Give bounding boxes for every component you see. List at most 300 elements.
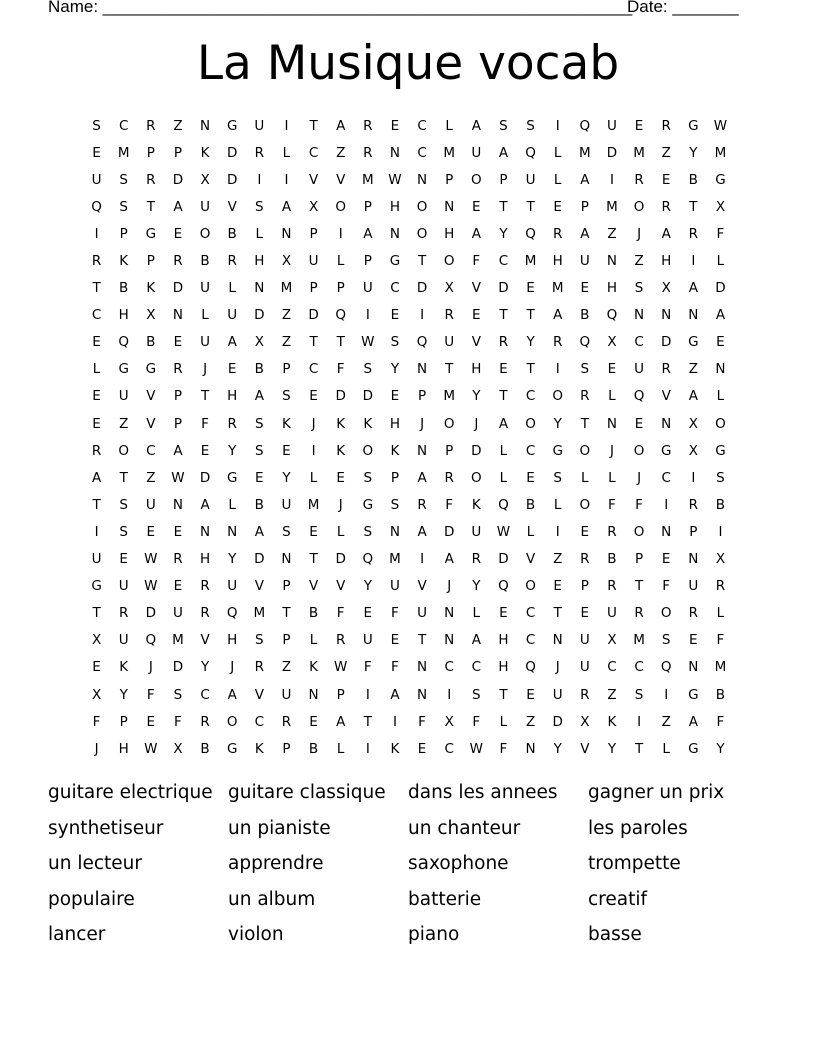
grid-letter: Q	[579, 117, 591, 134]
grid-letter: G	[118, 361, 129, 378]
grid-letter: A	[498, 415, 509, 432]
grid-letter: E	[92, 415, 101, 432]
grid-letter: I	[284, 117, 289, 134]
grid-letter: Q	[498, 578, 509, 595]
grid-letter: P	[445, 171, 454, 188]
grid-letter: H	[227, 632, 238, 649]
grid-letter: R	[498, 334, 509, 351]
grid-letter: C	[91, 307, 102, 324]
grid-letter: I	[718, 523, 723, 540]
grid-letter: B	[607, 551, 617, 568]
grid-row	[83, 193, 734, 220]
grid-letter: P	[390, 469, 400, 486]
grid-letter: U	[172, 605, 183, 622]
grid-letter: A	[363, 225, 373, 242]
grid-letter: A	[580, 225, 590, 242]
grid-letter: C	[146, 442, 156, 459]
grid-letter: L	[553, 144, 562, 161]
grid-letter: L	[282, 144, 291, 161]
grid-letter: I	[94, 523, 99, 540]
grid-row	[83, 220, 734, 247]
grid-letter: L	[581, 469, 589, 486]
grid-letter: L	[472, 605, 481, 622]
grid-letter: Y	[228, 442, 237, 459]
grid-letter: U	[579, 659, 590, 676]
grid-letter: E	[526, 280, 535, 297]
grid-letter: E	[472, 198, 481, 215]
grid-letter: H	[389, 198, 401, 215]
grid-letter: P	[309, 280, 318, 297]
grid-letter: V	[308, 578, 319, 595]
grid-row	[83, 546, 734, 573]
grid-letter: F	[472, 713, 481, 730]
grid-letter: O	[416, 225, 428, 242]
grid-letter: I	[257, 171, 262, 188]
grid-letter: R	[471, 551, 481, 568]
grid-letter: A	[173, 198, 183, 215]
grid-letter: M	[307, 496, 320, 513]
word-list-item: violon	[228, 924, 284, 945]
grid-letter: B	[200, 253, 210, 270]
grid-letter: E	[146, 523, 156, 540]
grid-letter: A	[227, 686, 237, 703]
grid-letter: R	[607, 523, 617, 540]
grid-letter: I	[555, 361, 560, 378]
grid-letter: T	[146, 198, 155, 215]
grid-letter: X	[91, 686, 102, 703]
grid-letter: T	[499, 388, 508, 405]
grid-letter: R	[200, 605, 210, 622]
grid-letter: W	[388, 171, 402, 188]
grid-letter: U	[227, 578, 238, 595]
grid-letter: R	[146, 117, 156, 134]
name-field-label: Name: ________________________________________________________	[48, 0, 633, 16]
grid-letter: T	[634, 740, 644, 757]
grid-letter: R	[688, 496, 698, 513]
grid-letter: G	[688, 334, 699, 351]
grid-letter: R	[173, 551, 183, 568]
grid-letter: X	[200, 171, 210, 188]
grid-letter: U	[552, 686, 563, 703]
grid-letter: S	[499, 117, 508, 134]
grid-letter: T	[417, 253, 427, 270]
grid-letter: A	[688, 388, 698, 405]
grid-letter: F	[201, 415, 209, 432]
grid-letter: T	[363, 713, 372, 730]
grid-letter: P	[336, 280, 345, 297]
grid-letter: K	[119, 659, 129, 676]
grid-letter: I	[555, 523, 560, 540]
grid-letter: M	[361, 171, 374, 188]
grid-letter: B	[200, 740, 210, 757]
grid-letter: Y	[553, 740, 562, 757]
grid-letter: P	[173, 415, 183, 432]
grid-letter: U	[362, 632, 373, 649]
grid-letter: U	[606, 605, 617, 622]
grid-letter: C	[525, 605, 536, 622]
grid-letter: I	[94, 225, 99, 242]
grid-letter: W	[144, 578, 158, 595]
grid-letter: A	[553, 307, 563, 324]
grid-row	[83, 464, 734, 491]
grid-letter: E	[580, 280, 590, 297]
grid-letter: L	[553, 496, 562, 513]
grid-letter: N	[254, 280, 265, 297]
grid-letter: Y	[200, 659, 210, 676]
grid-letter: F	[445, 496, 454, 513]
grid-letter: R	[552, 334, 563, 351]
grid-letter: R	[417, 496, 427, 513]
grid-letter: T	[553, 605, 562, 622]
grid-letter: Z	[281, 659, 292, 676]
grid-letter: H	[606, 280, 618, 297]
grid-letter: U	[444, 334, 455, 351]
grid-letter: E	[661, 171, 671, 188]
grid-letter: U	[471, 523, 482, 540]
grid-letter: L	[716, 253, 725, 270]
grid-letter: Q	[335, 307, 346, 324]
word-list-item: saxophone	[408, 853, 509, 874]
grid-letter: J	[447, 578, 452, 595]
grid-row	[83, 437, 734, 464]
grid-letter: D	[552, 713, 563, 730]
grid-letter: M	[714, 144, 727, 161]
grid-letter: F	[92, 713, 101, 730]
grid-letter: W	[144, 740, 158, 757]
grid-letter: G	[389, 253, 401, 270]
grid-letter: Y	[553, 415, 562, 432]
grid-letter: G	[145, 361, 157, 378]
grid-letter: L	[553, 171, 562, 188]
grid-letter: H	[471, 361, 482, 378]
grid-letter: C	[390, 280, 400, 297]
grid-letter: G	[660, 442, 672, 459]
grid-letter: Y	[689, 144, 698, 161]
grid-letter: D	[606, 144, 618, 161]
grid-letter: P	[445, 442, 454, 459]
grid-letter: Z	[173, 117, 183, 134]
word-list-item: creatif	[588, 888, 647, 910]
grid-letter: M	[443, 388, 456, 405]
grid-letter: T	[499, 307, 508, 324]
grid-letter: T	[309, 551, 318, 568]
grid-letter: N	[417, 171, 428, 188]
grid-letter: J	[637, 225, 642, 242]
grid-letter: D	[254, 551, 265, 568]
grid-letter: N	[661, 523, 672, 540]
grid-letter: B	[308, 605, 319, 622]
grid-letter: N	[200, 117, 211, 134]
grid-letter: T	[92, 605, 101, 622]
grid-letter: C	[308, 361, 319, 378]
grid-letter: A	[471, 225, 481, 242]
grid-letter: X	[254, 334, 264, 351]
grid-letter: R	[200, 578, 210, 595]
grid-letter: E	[390, 632, 400, 649]
grid-letter: D	[443, 523, 455, 540]
grid-letter: V	[227, 198, 237, 215]
grid-letter: C	[254, 713, 265, 730]
grid-letter: R	[661, 361, 671, 378]
grid-letter: A	[200, 496, 210, 513]
grid-letter: E	[661, 551, 671, 568]
grid-row	[83, 410, 734, 437]
grid-row	[83, 247, 734, 274]
grid-letter: C	[498, 253, 509, 270]
grid-letter: T	[282, 605, 291, 622]
grid-letter: C	[444, 659, 454, 676]
grid-letter: V	[200, 632, 210, 649]
grid-letter: A	[444, 551, 454, 568]
grid-letter: K	[363, 415, 373, 432]
grid-letter: U	[362, 280, 373, 297]
grid-letter: H	[227, 388, 238, 405]
grid-letter: T	[119, 469, 128, 486]
grid-letter: A	[688, 713, 698, 730]
grid-letter: D	[362, 388, 374, 405]
grid-letter: F	[716, 713, 725, 730]
word-list-item: apprendre	[228, 853, 324, 874]
grid-letter: D	[498, 551, 509, 568]
word-list	[48, 778, 768, 956]
grid-letter: R	[661, 117, 671, 134]
grid-letter: R	[688, 605, 698, 622]
grid-letter: C	[634, 334, 644, 351]
grid-letter: I	[365, 686, 370, 703]
grid-letter: S	[472, 686, 481, 703]
grid-letter: O	[633, 442, 645, 459]
grid-letter: E	[173, 578, 183, 595]
grid-letter: J	[474, 415, 479, 432]
grid-letter: C	[308, 144, 319, 161]
grid-letter: P	[282, 740, 291, 757]
grid-letter: E	[92, 388, 101, 405]
grid-letter: T	[417, 632, 427, 649]
grid-letter: M	[253, 605, 266, 622]
grid-letter: S	[173, 686, 183, 703]
grid-letter: E	[119, 551, 128, 568]
grid-letter: U	[579, 253, 590, 270]
grid-letter: X	[308, 198, 319, 215]
grid-row	[83, 600, 734, 627]
grid-letter: A	[471, 117, 481, 134]
grid-letter: U	[91, 171, 102, 188]
grid-letter: U	[281, 686, 292, 703]
grid-letter: N	[417, 361, 428, 378]
grid-letter: F	[716, 632, 725, 649]
grid-letter: K	[146, 280, 156, 297]
grid-letter: R	[173, 361, 183, 378]
grid-letter: P	[417, 388, 427, 405]
grid-letter: S	[580, 361, 590, 378]
grid-row	[83, 139, 734, 166]
grid-letter: E	[92, 144, 101, 161]
grid-letter: F	[472, 253, 481, 270]
grid-row	[83, 112, 734, 139]
grid-letter: F	[336, 361, 345, 378]
grid-letter: L	[716, 388, 725, 405]
grid-letter: Y	[472, 388, 481, 405]
grid-letter: G	[226, 117, 238, 134]
grid-letter: L	[662, 740, 670, 757]
grid-letter: J	[148, 659, 153, 676]
grid-letter: U	[417, 605, 427, 622]
grid-letter: E	[363, 605, 373, 622]
grid-letter: C	[525, 442, 536, 459]
grid-letter: R	[688, 225, 698, 242]
date-field-label: Date: _______	[627, 0, 739, 16]
grid-letter: V	[146, 388, 156, 405]
grid-letter: L	[499, 469, 508, 486]
grid-letter: R	[634, 171, 644, 188]
grid-letter: S	[119, 496, 128, 513]
grid-letter: N	[227, 523, 238, 540]
grid-letter: I	[420, 307, 425, 324]
grid-letter: E	[580, 523, 590, 540]
grid-row	[83, 573, 734, 600]
grid-letter: L	[228, 496, 236, 513]
word-list-item: un album	[228, 888, 316, 910]
word-list-item: piano	[408, 924, 460, 945]
grid-letter: R	[634, 605, 644, 622]
grid-letter: H	[118, 307, 129, 324]
grid-letter: E	[200, 442, 210, 459]
grid-letter: A	[173, 442, 183, 459]
grid-letter: Z	[634, 253, 644, 270]
grid-letter: U	[579, 632, 590, 649]
grid-letter: B	[119, 280, 129, 297]
grid-letter: B	[580, 307, 590, 324]
grid-letter: I	[365, 740, 370, 757]
grid-letter: H	[118, 740, 129, 757]
grid-letter: A	[91, 469, 102, 486]
grid-letter: W	[334, 659, 348, 676]
grid-letter: D	[416, 280, 428, 297]
grid-letter: Z	[146, 469, 156, 486]
grid-letter: X	[91, 632, 102, 649]
grid-letter: D	[199, 469, 211, 486]
grid-letter: U	[471, 144, 482, 161]
grid-letter: N	[606, 253, 617, 270]
grid-letter: W	[469, 740, 483, 757]
grid-letter: S	[390, 496, 400, 513]
grid-letter: E	[499, 361, 508, 378]
grid-letter: Q	[498, 496, 509, 513]
grid-letter: G	[91, 578, 102, 595]
grid-letter: V	[417, 578, 427, 595]
grid-letter: V	[336, 171, 346, 188]
grid-letter: N	[308, 686, 319, 703]
grid-letter: B	[715, 686, 726, 703]
grid-letter: N	[688, 551, 699, 568]
grid-letter: E	[92, 659, 101, 676]
grid-letter: Z	[607, 225, 617, 242]
grid-letter: H	[389, 415, 401, 432]
grid-letter: N	[417, 659, 428, 676]
grid-letter: L	[608, 469, 616, 486]
grid-letter: B	[254, 361, 264, 378]
grid-letter: I	[284, 171, 289, 188]
grid-letter: Y	[363, 578, 372, 595]
grid-letter: P	[282, 361, 291, 378]
grid-letter: I	[609, 171, 614, 188]
grid-letter: U	[145, 496, 156, 513]
grid-letter: U	[634, 361, 644, 378]
grid-letter: P	[499, 171, 508, 188]
grid-letter: Z	[119, 415, 129, 432]
grid-letter: G	[552, 442, 563, 459]
grid-letter: N	[525, 740, 536, 757]
grid-letter: U	[254, 117, 265, 134]
grid-letter: J	[203, 361, 208, 378]
grid-letter: Q	[416, 334, 428, 351]
grid-letter: R	[607, 578, 617, 595]
grid-letter: Q	[145, 632, 157, 649]
grid-letter: W	[144, 551, 158, 568]
grid-letter: I	[311, 442, 316, 459]
grid-letter: R	[91, 253, 102, 270]
grid-letter: Q	[525, 659, 536, 676]
grid-letter: C	[525, 388, 536, 405]
grid-letter: H	[254, 253, 265, 270]
grid-letter: R	[254, 659, 264, 676]
grid-letter: Y	[716, 740, 725, 757]
grid-row	[83, 275, 734, 302]
grid-letter: D	[226, 171, 238, 188]
grid-letter: X	[688, 415, 698, 432]
grid-letter: A	[390, 686, 400, 703]
grid-letter: I	[338, 225, 343, 242]
grid-letter: Y	[607, 740, 617, 757]
grid-letter: D	[660, 334, 672, 351]
grid-letter: Y	[282, 469, 291, 486]
grid-letter: A	[336, 713, 346, 730]
grid-letter: S	[282, 523, 291, 540]
grid-letter: E	[417, 740, 427, 757]
grid-letter: S	[526, 117, 535, 134]
grid-letter: P	[363, 253, 372, 270]
grid-letter: A	[417, 469, 427, 486]
grid-row	[83, 518, 734, 545]
grid-letter: A	[471, 632, 481, 649]
grid-letter: O	[579, 496, 591, 513]
grid-letter: O	[525, 415, 536, 432]
grid-letter: N	[281, 225, 292, 242]
grid-letter: X	[580, 713, 590, 730]
grid-letter: F	[716, 225, 725, 242]
grid-letter: S	[661, 632, 671, 649]
grid-letter: P	[580, 578, 589, 595]
grid-letter: G	[688, 117, 699, 134]
grid-letter: N	[606, 415, 617, 432]
grid-letter: X	[444, 280, 454, 297]
grid-letter: Q	[606, 307, 618, 324]
grid-letter: E	[553, 198, 562, 215]
grid-letter: V	[580, 740, 590, 757]
grid-letter: T	[499, 686, 508, 703]
grid-letter: R	[335, 632, 346, 649]
grid-letter: Z	[281, 334, 292, 351]
grid-letter: E	[146, 713, 156, 730]
grid-letter: L	[309, 469, 318, 486]
grid-letter: C	[200, 686, 210, 703]
grid-letter: R	[254, 144, 264, 161]
grid-letter: D	[254, 307, 265, 324]
grid-letter: S	[363, 469, 373, 486]
grid-letter: A	[281, 198, 292, 215]
grid-letter: E	[390, 117, 400, 134]
grid-letter: K	[390, 442, 400, 459]
